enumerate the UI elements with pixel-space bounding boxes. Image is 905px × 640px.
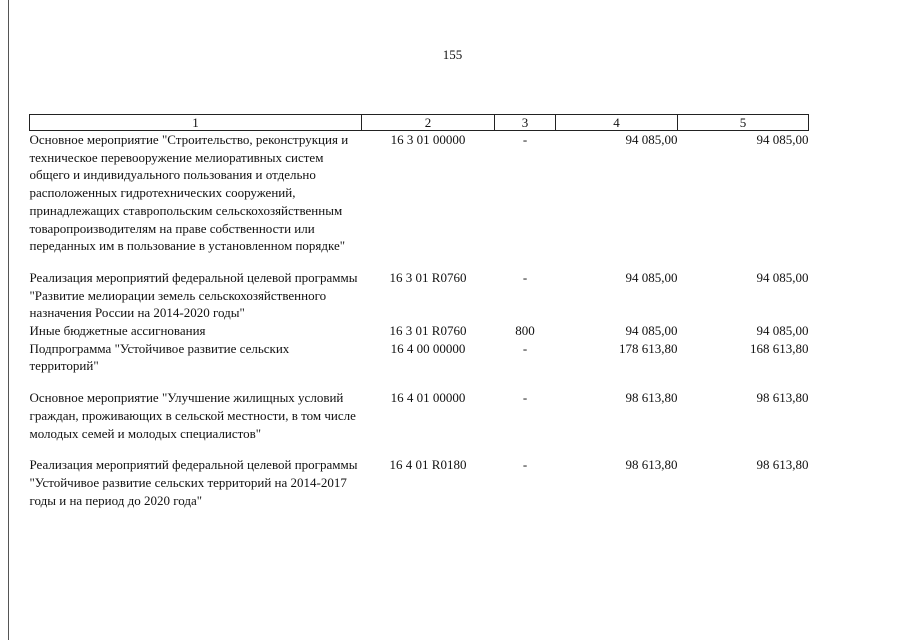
row-type: - bbox=[522, 457, 528, 473]
row-name: Реализация мероприятий федеральной целевой программы "Устойчивое развитие сельских территорий на 2014-2017 годы и на период до 2020 года" bbox=[29, 457, 358, 508]
header-row bbox=[30, 115, 809, 131]
row-amount-2: 98 613,80 bbox=[756, 390, 809, 406]
row-amount-1: 94 085,00 bbox=[625, 323, 678, 339]
header-col-2: 2 bbox=[362, 115, 495, 131]
row-amount-2: 168 613,80 bbox=[750, 340, 809, 356]
table-row bbox=[30, 322, 809, 340]
page-number: 155 bbox=[442, 47, 463, 62]
row-amount-2: 98 613,80 bbox=[756, 457, 809, 473]
header-col-4: 4 bbox=[556, 115, 678, 131]
row-amount-1: 94 085,00 bbox=[625, 132, 678, 147]
row-name: Основное мероприятие "Улучшение жилищных условий граждан, проживающих в сельской местности, в том числе молодых семей и молодых специалистов" bbox=[29, 390, 356, 441]
table-row bbox=[30, 389, 809, 456]
budget-table bbox=[29, 114, 809, 509]
table-row bbox=[30, 131, 809, 269]
row-name: Иные бюджетные ассигнования bbox=[29, 323, 206, 339]
row-code: 16 3 01 R0760 bbox=[389, 269, 467, 285]
header-col-3: 3 bbox=[495, 115, 556, 131]
row-amount-1: 98 613,80 bbox=[625, 390, 678, 406]
row-code: 16 3 01 00000 bbox=[390, 132, 466, 147]
header-col-1: 1 bbox=[30, 115, 362, 131]
row-type: - bbox=[522, 390, 528, 406]
table-row bbox=[30, 340, 809, 389]
row-code: 16 3 01 R0760 bbox=[389, 323, 467, 339]
row-code: 16 4 01 R0180 bbox=[389, 457, 467, 473]
row-amount-1: 98 613,80 bbox=[625, 457, 678, 473]
row-name: Реализация мероприятий федеральной целевой программы "Развитие мелиорации земель сельскохозяйственного назначения России на 2014-2020 годы" bbox=[29, 269, 358, 321]
row-type: 800 bbox=[515, 323, 535, 339]
row-amount-2: 94 085,00 bbox=[756, 323, 809, 339]
row-type: - bbox=[522, 132, 528, 147]
row-type: - bbox=[522, 340, 528, 356]
table-row bbox=[30, 456, 809, 509]
row-code: 16 4 01 00000 bbox=[390, 390, 466, 406]
table-body bbox=[30, 131, 809, 510]
row-amount-2: 94 085,00 bbox=[756, 269, 809, 285]
row-code: 16 4 00 00000 bbox=[390, 340, 466, 356]
row-name: Основное мероприятие "Строительство, реконструкция и техническое перевооружение мелиоративных систем общего и индивидуального пользования и отдельно расположенных гидротехнических сооружений, принадлежащих ставропольским сельскохозяйственным товаропроизводителям на праве собственности или переданных им в пользование в установленном порядке" bbox=[29, 132, 349, 254]
row-type: - bbox=[522, 269, 528, 285]
scan-edge-line bbox=[8, 0, 9, 640]
header-col-5: 5 bbox=[678, 115, 809, 131]
row-amount-2: 94 085,00 bbox=[756, 132, 809, 147]
row-amount-1: 94 085,00 bbox=[625, 269, 678, 285]
table-row bbox=[30, 269, 809, 322]
row-name: Подпрограмма "Устойчивое развитие сельских территорий" bbox=[29, 340, 290, 374]
row-amount-1: 178 613,80 bbox=[619, 340, 678, 356]
table-header bbox=[30, 115, 809, 131]
